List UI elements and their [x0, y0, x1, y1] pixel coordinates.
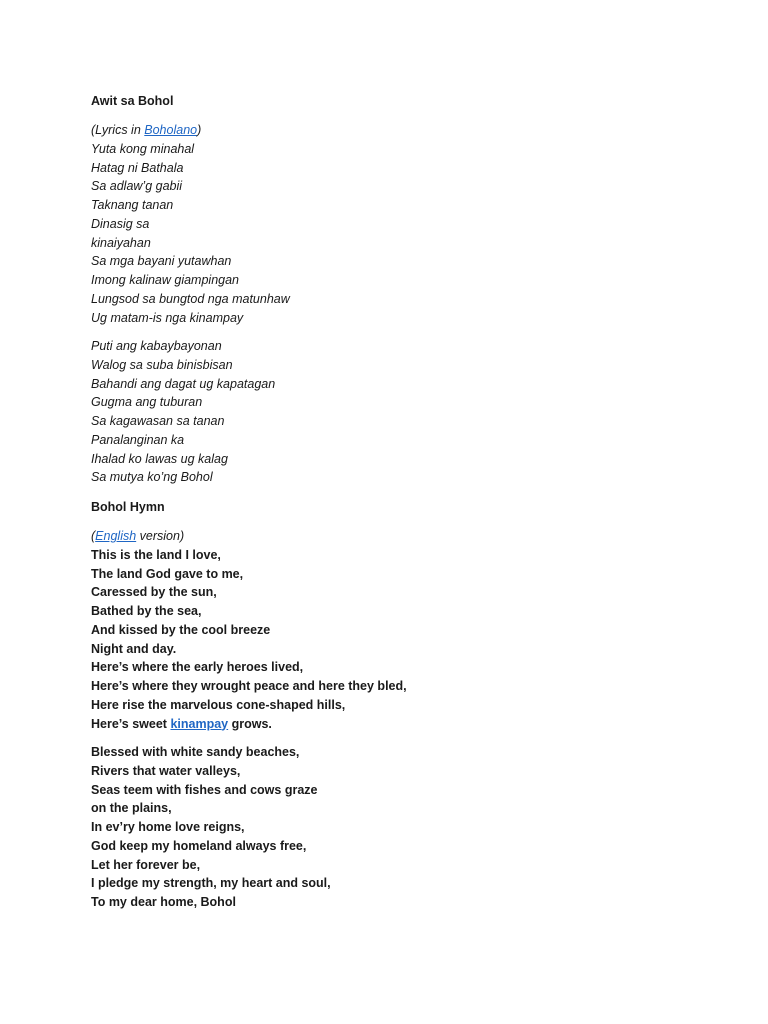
intro-prefix: (Lyrics in [91, 123, 145, 137]
verse-4 [91, 743, 331, 912]
verse-line: Ihalad ko lawas ug kalag [91, 451, 228, 466]
verse-line: In ev’ry home love reigns, [91, 820, 245, 834]
verse-line: Rivers that water valleys, [91, 763, 241, 778]
verse-line: Yuta kong minahal [91, 141, 195, 156]
verse-line: Ug matam-is nga kinampay [91, 310, 244, 325]
verse-line: I pledge my strength, my heart and soul, [91, 876, 331, 891]
verse-line: Seas teem with fishes and cows graze [91, 782, 318, 797]
verse-line: And kissed by the cool breeze [91, 622, 271, 637]
verse-line: Lungsod sa bungtod nga matunhaw [91, 291, 290, 306]
verse-line: Night and day. [91, 641, 177, 656]
verse-line: Dinasig sa [91, 216, 150, 231]
verse-line [91, 715, 407, 734]
verse-3 [91, 546, 407, 715]
verse-line: Bahandi ang dagat ug kapatagan [91, 376, 276, 391]
verse-line: Sa kagawasan sa tanan [91, 414, 225, 428]
verse-line: Panalanginan ka [91, 432, 185, 447]
verse-line: Walog sa suba binisbisan [91, 357, 233, 372]
verse-line: This is the land I love, [91, 547, 221, 562]
title-bohol-hymn: Bohol Hymn [91, 500, 165, 514]
verse-line: Sa mga bayani yutawhan [91, 254, 232, 269]
verse-line: Imong kalinaw giampingan [91, 273, 240, 287]
intro-suffix: version) [136, 529, 185, 543]
lyrics-intro-line [91, 121, 290, 140]
boholano-link[interactable]: Boholano [144, 123, 198, 137]
boholano-lyrics-block [91, 121, 290, 327]
verse-line: Taknang tanan [91, 198, 174, 212]
verse-line: Gugma ang tuburan [91, 395, 203, 410]
intro-suffix: ) [197, 123, 202, 137]
verse-line: God keep my homeland always free, [91, 838, 307, 853]
intro-prefix: ( [91, 529, 96, 543]
verse-line: Puti ang kabaybayonan [91, 339, 222, 353]
verse-line: on the plains, [91, 801, 172, 816]
verse-line: Here rise the marvelous cone-shaped hills, [91, 697, 346, 712]
verse-line: Caressed by the sun, [91, 585, 217, 600]
english-link[interactable]: English [95, 529, 137, 543]
verse-line: Let her forever be, [91, 857, 201, 872]
english-lyrics-block [91, 527, 407, 733]
verse-line: The land God gave to me, [91, 566, 244, 581]
verse-2 [91, 337, 275, 487]
verse-line: Sa adlaw’g gabii [91, 179, 183, 194]
verse-line: Here’s where the early heroes lived, [91, 660, 304, 675]
verse-line: Bathed by the sea, [91, 604, 202, 618]
verse-line: Blessed with white sandy beaches, [91, 745, 300, 759]
verse-line: kinaiyahan [91, 235, 151, 250]
english-intro-line [91, 527, 407, 546]
kinampay-link[interactable]: kinampay [170, 716, 229, 731]
verse-line: Sa mutya ko’ng Bohol [91, 470, 213, 485]
verse-line: Hatag ni Bathala [91, 160, 184, 175]
line-prefix: Here’s sweet [91, 716, 171, 731]
verse-line: To my dear home, Bohol [91, 895, 236, 909]
verse-1 [91, 140, 290, 328]
line-suffix: grows. [228, 716, 272, 731]
verse-line: Here’s where they wrought peace and here they bled, [91, 679, 407, 693]
title-awit-sa-bohol: Awit sa Bohol [91, 94, 174, 108]
